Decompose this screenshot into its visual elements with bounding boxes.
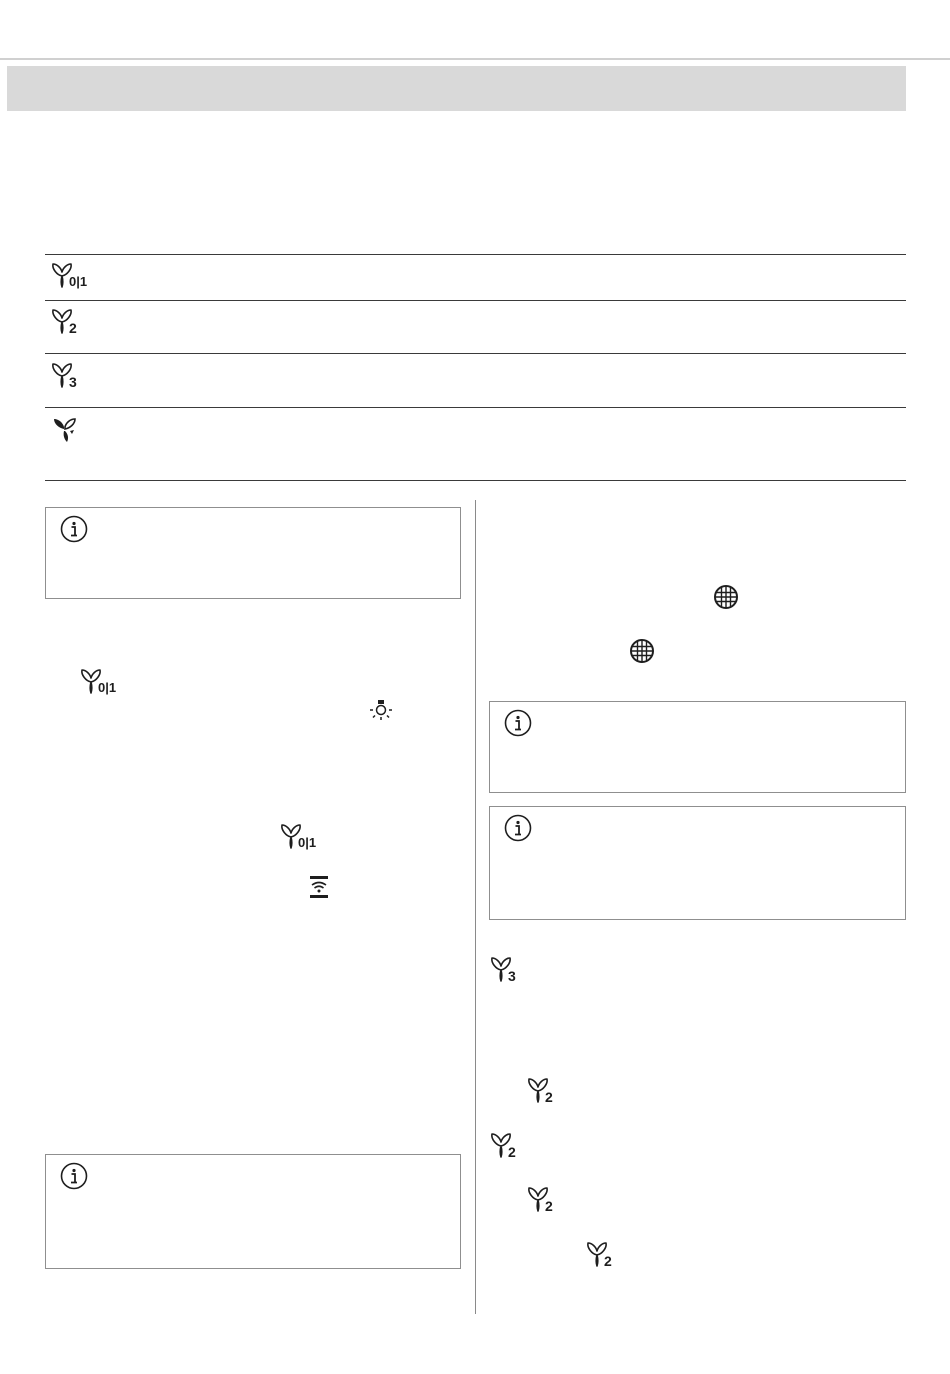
fan-speed-label: 3	[69, 374, 77, 390]
info-icon	[60, 515, 88, 543]
table-rule	[45, 254, 906, 255]
table-rule	[45, 353, 906, 354]
info-note-box	[489, 806, 906, 920]
light-icon	[368, 699, 394, 725]
hob2hood-signal-icon	[308, 875, 330, 899]
fan-speed-table	[45, 254, 906, 482]
inline-fan-icon	[280, 823, 326, 851]
table-row	[51, 416, 81, 446]
info-note-box	[45, 507, 461, 599]
column-divider	[475, 500, 476, 1314]
fan-speed-label: 2	[545, 1089, 553, 1105]
table-rule	[45, 480, 906, 481]
inline-fan-icon	[527, 1186, 567, 1214]
info-icon	[504, 709, 532, 737]
inline-grid-icon	[713, 584, 739, 610]
table-rule	[45, 300, 906, 301]
top-rule	[0, 58, 950, 60]
inline-fan-icon	[527, 1077, 567, 1105]
fan-speed-label: 0|1	[69, 274, 88, 289]
info-icon	[60, 1162, 88, 1190]
grease-filter-grid-icon	[713, 584, 739, 610]
table-row	[51, 308, 91, 336]
fan-speed-label: 2	[69, 320, 77, 336]
fan-speed-label: 2	[604, 1253, 612, 1269]
inline-fan-icon	[490, 1132, 530, 1160]
info-note-box	[489, 701, 906, 793]
fan-speed-label: 3	[508, 968, 516, 984]
table-rule	[45, 407, 906, 408]
table-row	[51, 362, 91, 390]
inline-hob2hood-icon	[308, 875, 330, 899]
inline-fan-icon	[586, 1241, 626, 1269]
table-row	[51, 262, 97, 290]
fan-speed-label: 2	[508, 1144, 516, 1160]
inline-grid-icon	[629, 638, 655, 664]
inline-light-icon	[368, 699, 394, 725]
fan-speed-label: 2	[545, 1198, 553, 1214]
fan-speed-label: 0|1	[298, 835, 317, 850]
inline-fan-icon	[80, 668, 126, 696]
info-note-box	[45, 1154, 461, 1269]
grease-filter-grid-icon	[629, 638, 655, 664]
fan-booster-icon	[51, 416, 79, 444]
info-icon	[504, 814, 532, 842]
inline-fan-icon	[490, 956, 530, 984]
section-header-band	[7, 66, 906, 111]
fan-speed-label: 0|1	[98, 680, 117, 695]
